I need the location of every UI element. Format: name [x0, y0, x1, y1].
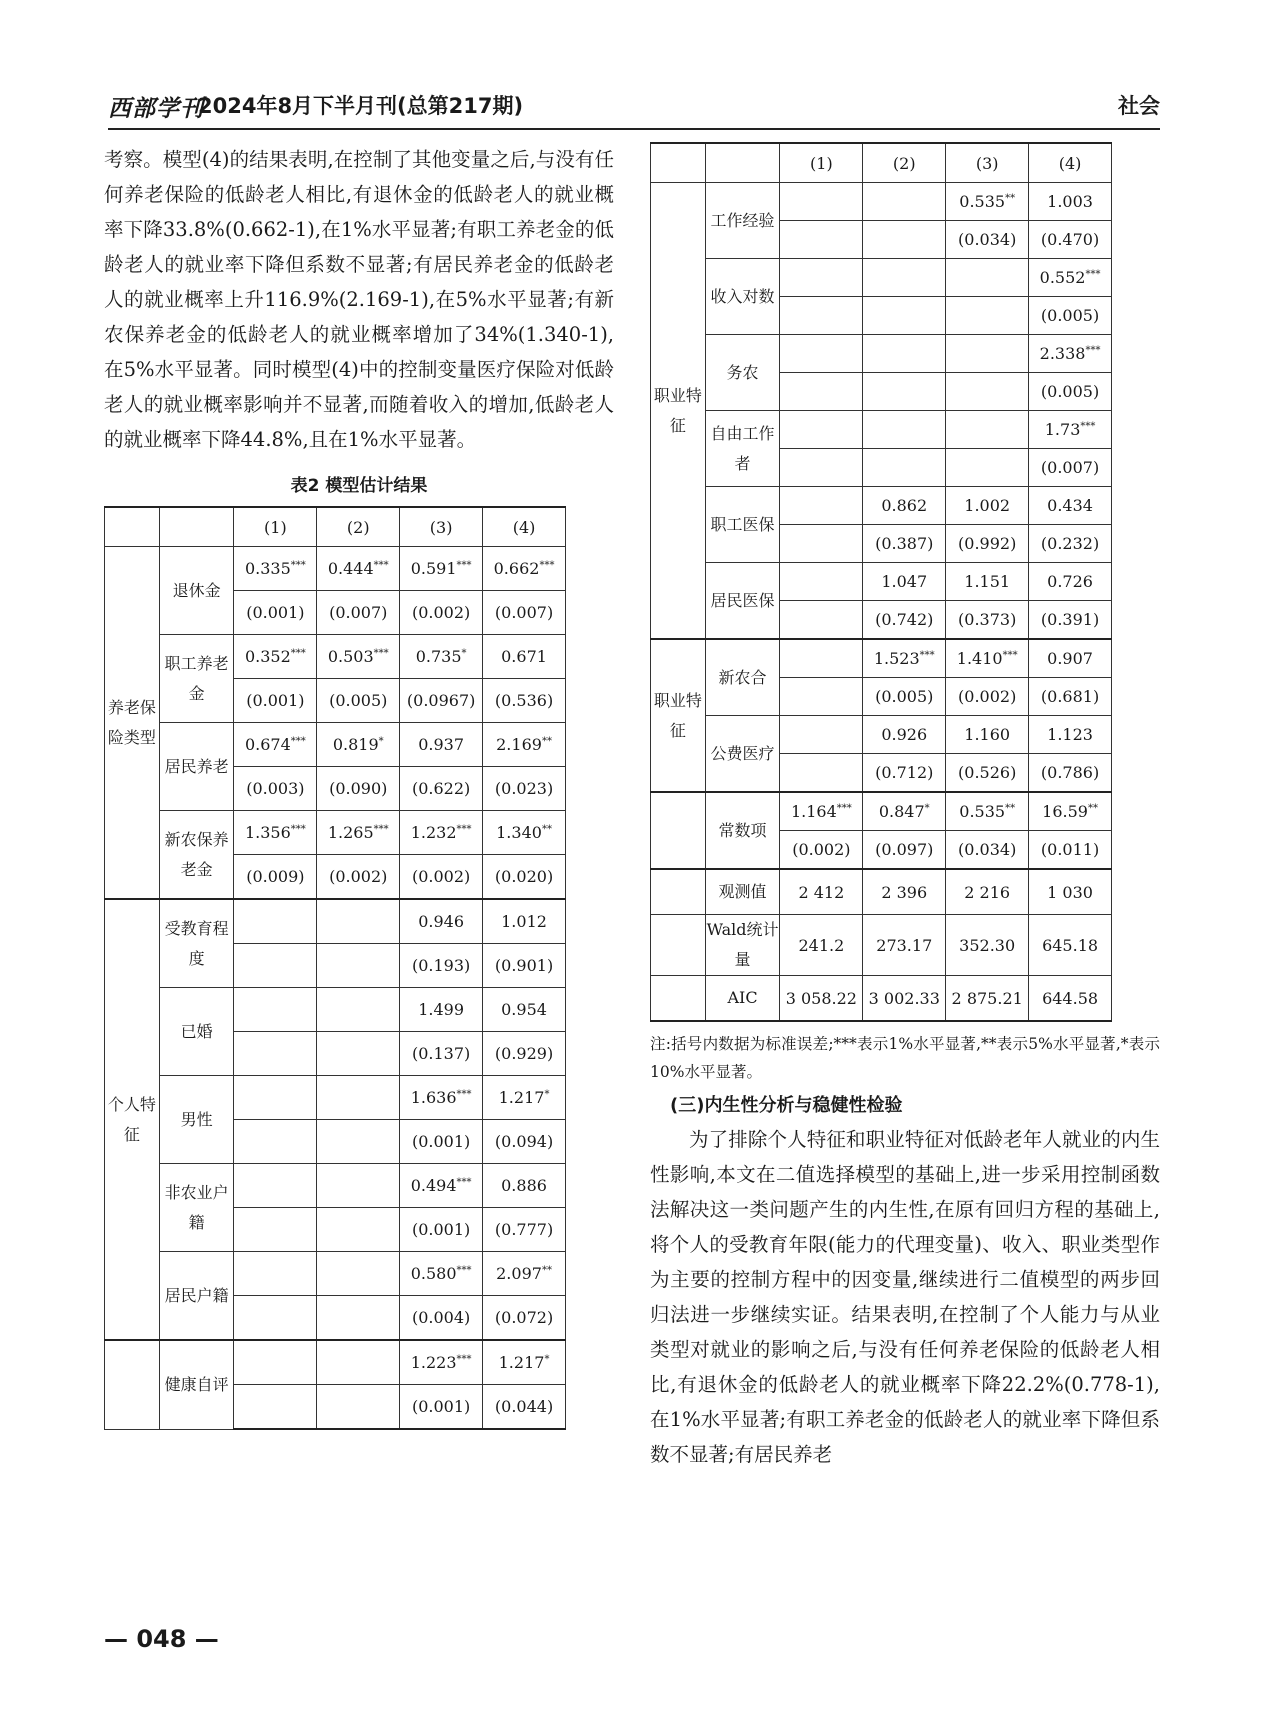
- page-number: — 048 —: [104, 1625, 219, 1653]
- coef-cell: [946, 335, 1029, 373]
- coef-cell: 0.946: [400, 899, 483, 944]
- coef-cell: 0.954: [483, 988, 566, 1032]
- significance-stars: ***: [290, 560, 306, 571]
- variable-label: 收入对数: [705, 259, 780, 335]
- se-cell: (0.034): [946, 831, 1029, 870]
- column-header: (3): [400, 507, 483, 547]
- coef-cell: [780, 411, 863, 449]
- coef-cell: [234, 1252, 317, 1296]
- significance-stars: **: [541, 1265, 552, 1276]
- se-cell: (0.786): [1029, 754, 1112, 793]
- se-cell: (0.007): [483, 591, 566, 635]
- se-cell: [234, 1385, 317, 1430]
- se-cell: (0.023): [483, 767, 566, 811]
- se-cell: (0.072): [483, 1296, 566, 1341]
- category-cell: [105, 1340, 160, 1429]
- se-cell: (0.992): [946, 525, 1029, 563]
- coef-cell: 1.232***: [400, 811, 483, 855]
- coef-cell: [234, 899, 317, 944]
- significance-stars: ***: [1085, 345, 1101, 356]
- coef-cell: [863, 259, 946, 297]
- stats-value: 2 216: [946, 869, 1029, 915]
- coef-cell: [863, 411, 946, 449]
- table-row: [105, 547, 566, 591]
- se-cell: (0.470): [1029, 221, 1112, 259]
- coef-cell: 0.535**: [946, 183, 1029, 221]
- se-cell: (0.005): [863, 678, 946, 716]
- column-header: (1): [234, 507, 317, 547]
- significance-stars: ***: [456, 1265, 472, 1276]
- column-header: (1): [780, 143, 863, 183]
- page-header: [108, 88, 1160, 130]
- coef-cell: [317, 1076, 400, 1120]
- coef-cell: [317, 1164, 400, 1208]
- category-cell: 职业特征: [651, 183, 706, 640]
- coef-cell: [946, 411, 1029, 449]
- significance-stars: ***: [1080, 421, 1096, 432]
- se-cell: (0.001): [400, 1208, 483, 1252]
- stats-blank-cell: [651, 869, 706, 915]
- coef-cell: [780, 716, 863, 754]
- table-row: [651, 487, 1112, 525]
- se-cell: [863, 449, 946, 487]
- se-cell: (0.090): [317, 767, 400, 811]
- coef-cell: 1.410***: [946, 639, 1029, 678]
- se-cell: (0.002): [317, 855, 400, 900]
- significance-stars: ***: [373, 648, 389, 659]
- coef-cell: [317, 988, 400, 1032]
- right-paragraph: [650, 1122, 1160, 1472]
- coef-cell: 0.819*: [317, 723, 400, 767]
- significance-stars: ***: [1002, 650, 1018, 661]
- coef-cell: 0.552***: [1029, 259, 1112, 297]
- se-cell: (0.536): [483, 679, 566, 723]
- coef-cell: 1.047: [863, 563, 946, 601]
- significance-stars: **: [541, 824, 552, 835]
- significance-stars: ***: [919, 650, 935, 661]
- se-cell: [317, 1208, 400, 1252]
- coef-cell: 2.097**: [483, 1252, 566, 1296]
- significance-stars: **: [1087, 803, 1098, 814]
- coef-cell: [317, 1340, 400, 1385]
- coef-cell: 1.223***: [400, 1340, 483, 1385]
- significance-stars: ***: [1085, 269, 1101, 280]
- variable-label: 自由工作者: [705, 411, 780, 487]
- significance-stars: **: [541, 736, 552, 747]
- category-cell: [651, 792, 706, 869]
- significance-stars: ***: [373, 824, 389, 835]
- left-column: [104, 142, 614, 1430]
- coef-cell: [863, 335, 946, 373]
- se-cell: (0.193): [400, 944, 483, 988]
- significance-stars: ***: [456, 1089, 472, 1100]
- variable-label: 居民养老: [159, 723, 234, 811]
- table-row: [651, 792, 1112, 831]
- coef-cell: 0.580***: [400, 1252, 483, 1296]
- significance-stars: ***: [539, 560, 555, 571]
- se-cell: (0.387): [863, 525, 946, 563]
- significance-stars: ***: [456, 1354, 472, 1365]
- table-row: [651, 411, 1112, 449]
- coef-cell: [234, 988, 317, 1032]
- coef-cell: 1.003: [1029, 183, 1112, 221]
- coef-cell: 0.494***: [400, 1164, 483, 1208]
- se-cell: (0.712): [863, 754, 946, 793]
- coef-cell: 1.123: [1029, 716, 1112, 754]
- se-cell: (0.005): [317, 679, 400, 723]
- se-cell: (0.034): [946, 221, 1029, 259]
- se-cell: [234, 1208, 317, 1252]
- se-cell: (0.011): [1029, 831, 1112, 870]
- stats-row: [651, 869, 1112, 915]
- coef-cell: 0.674***: [234, 723, 317, 767]
- coef-cell: 1.160: [946, 716, 1029, 754]
- table-row: [105, 988, 566, 1032]
- table-row: [105, 723, 566, 767]
- se-cell: (0.777): [483, 1208, 566, 1252]
- se-cell: [780, 373, 863, 411]
- variable-label: 居民户籍: [159, 1252, 234, 1341]
- se-cell: [780, 449, 863, 487]
- se-cell: (0.001): [234, 591, 317, 635]
- variable-label: 退休金: [159, 547, 234, 635]
- variable-label: 职工养老金: [159, 635, 234, 723]
- se-cell: (0.232): [1029, 525, 1112, 563]
- section-label: 社会: [1118, 94, 1160, 118]
- se-cell: [317, 1032, 400, 1076]
- se-cell: (0.001): [400, 1385, 483, 1430]
- right-paragraph-text: 为了排除个人特征和职业特征对低龄老年人就业的内生性影响,本文在二值选择模型的基础上,进一步采用控制函数法解决这一类问题产生的内生性,在原有回归方程的基础上,将个人的受教育年限(能力的代理变量)、收入、职业类型作为主要的控制方程中的因变量,继续进行二值模型的两步回归法进一步继续实证。结果表明,在控制了个人能力与从业类型对就业的影响之后,与没有任何养老保险的低龄老人相比,有退休金的低龄老人的就业概率下降22.2%(0.778-1),在1%水平显著;有职工养老金的低龄老人的就业率下降但系数不显著;有居民养老: [650, 1128, 1160, 1466]
- coef-cell: 0.735*: [400, 635, 483, 679]
- table-header-row: [651, 143, 1112, 183]
- column-header: (4): [483, 507, 566, 547]
- coef-cell: 1.265***: [317, 811, 400, 855]
- coef-cell: 1.523***: [863, 639, 946, 678]
- se-cell: [234, 1120, 317, 1164]
- coef-cell: 0.937: [400, 723, 483, 767]
- table-row: [105, 1252, 566, 1296]
- se-cell: [317, 1296, 400, 1341]
- table-row: [651, 259, 1112, 297]
- se-cell: (0.622): [400, 767, 483, 811]
- coef-cell: 1.002: [946, 487, 1029, 525]
- coef-cell: 1.499: [400, 988, 483, 1032]
- coef-cell: 2.169**: [483, 723, 566, 767]
- variable-label: 新农合: [705, 639, 780, 716]
- se-cell: (0.044): [483, 1385, 566, 1430]
- column-header: (3): [946, 143, 1029, 183]
- significance-stars: ***: [836, 803, 852, 814]
- se-cell: (0.001): [400, 1120, 483, 1164]
- se-cell: [234, 1296, 317, 1341]
- se-cell: (0.001): [234, 679, 317, 723]
- variable-label: 公费医疗: [705, 716, 780, 793]
- table-row: [651, 183, 1112, 221]
- coef-cell: 0.862: [863, 487, 946, 525]
- se-cell: (0.097): [863, 831, 946, 870]
- column-header: (4): [1029, 143, 1112, 183]
- variable-label: 职工医保: [705, 487, 780, 563]
- results-table-right: [650, 142, 1112, 1022]
- significance-stars: ***: [373, 560, 389, 571]
- coef-cell: 1.73***: [1029, 411, 1112, 449]
- se-cell: [317, 1385, 400, 1430]
- stats-value: 1 030: [1029, 869, 1112, 915]
- se-cell: [317, 944, 400, 988]
- stats-value: 352.30: [946, 915, 1029, 976]
- table-row: [651, 639, 1112, 678]
- significance-stars: *: [544, 1354, 550, 1365]
- coef-cell: [863, 183, 946, 221]
- table-note: 注:括号内数据为标准误差;***表示1%水平显著,**表示5%水平显著,*表示10%水平显著。: [650, 1035, 1160, 1081]
- coef-cell: [234, 1076, 317, 1120]
- variable-label: 工作经验: [705, 183, 780, 259]
- significance-stars: ***: [290, 648, 306, 659]
- issue-info: 2024年8月下半月刊(总第217期): [198, 94, 524, 118]
- stats-value: 2 412: [780, 869, 863, 915]
- se-cell: (0.002): [400, 591, 483, 635]
- se-cell: [234, 944, 317, 988]
- variable-label: 非农业户籍: [159, 1164, 234, 1252]
- se-cell: [946, 449, 1029, 487]
- section-subheading: (三)内生性分析与稳健性检验: [670, 1095, 903, 1116]
- stats-value: 645.18: [1029, 915, 1112, 976]
- stats-value: 3 058.22: [780, 976, 863, 1022]
- se-cell: (0.681): [1029, 678, 1112, 716]
- significance-stars: *: [924, 803, 930, 814]
- category-cell: 养老保险类型: [105, 547, 160, 900]
- variable-label: 男性: [159, 1076, 234, 1164]
- coef-cell: [780, 639, 863, 678]
- coef-cell: 0.535**: [946, 792, 1029, 831]
- coef-cell: [317, 1252, 400, 1296]
- se-cell: (0.007): [1029, 449, 1112, 487]
- coef-cell: 1.217*: [483, 1340, 566, 1385]
- coef-cell: [780, 259, 863, 297]
- variable-label: 常数项: [705, 792, 780, 869]
- column-header: (2): [863, 143, 946, 183]
- coef-cell: 0.726: [1029, 563, 1112, 601]
- stats-value: 2 396: [863, 869, 946, 915]
- coef-cell: 1.012: [483, 899, 566, 944]
- stats-blank-cell: [651, 915, 706, 976]
- coef-cell: [234, 1340, 317, 1385]
- se-cell: (0.373): [946, 601, 1029, 640]
- coef-cell: 0.907: [1029, 639, 1112, 678]
- stats-blank-cell: [651, 976, 706, 1022]
- se-cell: (0.002): [780, 831, 863, 870]
- table-row: [651, 716, 1112, 754]
- table-row: [651, 563, 1112, 601]
- coef-cell: 0.671: [483, 635, 566, 679]
- significance-stars: *: [378, 736, 384, 747]
- significance-stars: ***: [456, 560, 472, 571]
- se-cell: (0.005): [1029, 297, 1112, 335]
- coef-cell: [946, 259, 1029, 297]
- column-header: (2): [317, 507, 400, 547]
- coef-cell: 0.335***: [234, 547, 317, 591]
- coef-cell: [780, 335, 863, 373]
- coef-cell: 1.164***: [780, 792, 863, 831]
- stats-value: 2 875.21: [946, 976, 1029, 1022]
- coef-cell: [780, 563, 863, 601]
- category-cell: 个人特征: [105, 899, 160, 1340]
- right-column: [650, 142, 1160, 1472]
- coef-cell: [317, 899, 400, 944]
- se-cell: [780, 754, 863, 793]
- journal-logo: 西部学刊: [108, 95, 204, 122]
- header-blank-cell: [159, 507, 234, 547]
- significance-stars: ***: [290, 736, 306, 747]
- se-cell: (0.004): [400, 1296, 483, 1341]
- coef-cell: 1.151: [946, 563, 1029, 601]
- coef-cell: 1.636***: [400, 1076, 483, 1120]
- results-table-left: [104, 506, 566, 1430]
- coef-cell: 0.444***: [317, 547, 400, 591]
- se-cell: [780, 297, 863, 335]
- left-paragraph: [104, 142, 614, 457]
- table-row: [105, 811, 566, 855]
- stats-value: 3 002.33: [863, 976, 946, 1022]
- se-cell: (0.526): [946, 754, 1029, 793]
- se-cell: (0.137): [400, 1032, 483, 1076]
- coef-cell: 0.847*: [863, 792, 946, 831]
- table-row: [105, 1076, 566, 1120]
- stats-label: Wald统计量: [705, 915, 780, 976]
- stats-label: AIC: [705, 976, 780, 1022]
- table-row: [105, 899, 566, 944]
- coef-cell: 1.217*: [483, 1076, 566, 1120]
- se-cell: (0.901): [483, 944, 566, 988]
- se-cell: [863, 297, 946, 335]
- header-blank-cell: [105, 507, 160, 547]
- significance-stars: ***: [290, 824, 306, 835]
- coef-cell: 0.434: [1029, 487, 1112, 525]
- table-row: [105, 1340, 566, 1385]
- stats-value: 273.17: [863, 915, 946, 976]
- stats-row: [651, 976, 1112, 1022]
- se-cell: (0.929): [483, 1032, 566, 1076]
- variable-label: 新农保养老金: [159, 811, 234, 900]
- coef-cell: 0.352***: [234, 635, 317, 679]
- stats-row: [651, 915, 1112, 976]
- se-cell: (0.094): [483, 1120, 566, 1164]
- coef-cell: 16.59**: [1029, 792, 1112, 831]
- significance-stars: *: [461, 648, 467, 659]
- table-title: 表2 模型估计结果: [290, 476, 428, 496]
- coef-cell: 0.591***: [400, 547, 483, 591]
- se-cell: (0.005): [1029, 373, 1112, 411]
- coef-cell: 1.356***: [234, 811, 317, 855]
- variable-label: 务农: [705, 335, 780, 411]
- coef-cell: [234, 1164, 317, 1208]
- variable-label: 受教育程度: [159, 899, 234, 988]
- se-cell: [234, 1032, 317, 1076]
- coef-cell: [780, 487, 863, 525]
- header-blank-cell: [705, 143, 780, 183]
- table-row: [105, 1164, 566, 1208]
- significance-stars: ***: [456, 824, 472, 835]
- se-cell: [946, 297, 1029, 335]
- se-cell: (0.742): [863, 601, 946, 640]
- se-cell: (0.002): [946, 678, 1029, 716]
- variable-label: 健康自评: [159, 1340, 234, 1429]
- coef-cell: 2.338***: [1029, 335, 1112, 373]
- variable-label: 已婚: [159, 988, 234, 1076]
- se-cell: [780, 678, 863, 716]
- significance-stars: **: [1005, 193, 1016, 204]
- significance-stars: **: [1005, 803, 1016, 814]
- se-cell: [780, 601, 863, 640]
- coef-cell: [780, 183, 863, 221]
- coef-cell: 0.662***: [483, 547, 566, 591]
- se-cell: [946, 373, 1029, 411]
- se-cell: (0.0967): [400, 679, 483, 723]
- header-blank-cell: [651, 143, 706, 183]
- se-cell: (0.391): [1029, 601, 1112, 640]
- se-cell: [317, 1120, 400, 1164]
- stats-value: 241.2: [780, 915, 863, 976]
- se-cell: [780, 525, 863, 563]
- category-cell: 职业特征: [651, 639, 706, 792]
- se-cell: (0.009): [234, 855, 317, 900]
- stats-label: 观测值: [705, 869, 780, 915]
- variable-label: 居民医保: [705, 563, 780, 640]
- table-row: [105, 635, 566, 679]
- stats-value: 644.58: [1029, 976, 1112, 1022]
- se-cell: (0.007): [317, 591, 400, 635]
- se-cell: [863, 373, 946, 411]
- coef-cell: 0.926: [863, 716, 946, 754]
- coef-cell: 1.340**: [483, 811, 566, 855]
- se-cell: (0.003): [234, 767, 317, 811]
- se-cell: (0.020): [483, 855, 566, 900]
- table-row: [651, 335, 1112, 373]
- coef-cell: 0.503***: [317, 635, 400, 679]
- significance-stars: ***: [456, 1177, 472, 1188]
- table-header-row: [105, 507, 566, 547]
- coef-cell: 0.886: [483, 1164, 566, 1208]
- significance-stars: *: [544, 1089, 550, 1100]
- se-cell: [863, 221, 946, 259]
- se-cell: [780, 221, 863, 259]
- left-paragraph-text: 考察。模型(4)的结果表明,在控制了其他变量之后,与没有任何养老保险的低龄老人相比,有退休金的低龄老人的就业概率下降33.8%(0.662-1),在1%水平显著;有职工养老金的低龄老人的就业率下降但系数不显著;有居民养老金的低龄老人的就业概率上升116.9%(2.169-1),在5%水平显著;有新农保养老金的低龄老人的就业概率增加了34%(1.340-1),在5%水平显著。同时模型(4)中的控制变量医疗保险对低龄老人的就业概率影响并不显著,而随着收入的增加,低龄老人的就业概率下降44.8%,且在1%水平显著。: [104, 148, 614, 451]
- se-cell: (0.002): [400, 855, 483, 900]
